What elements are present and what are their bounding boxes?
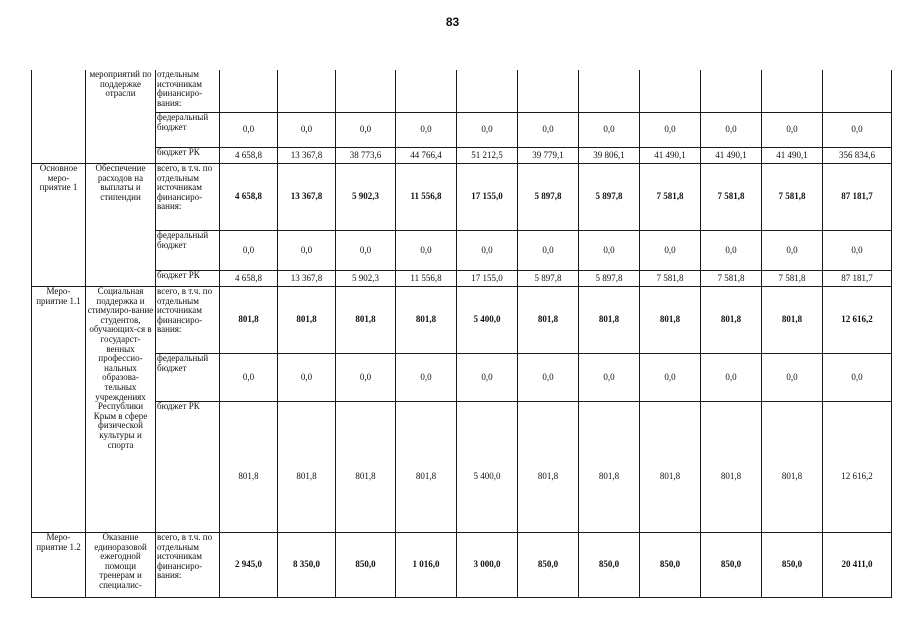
amount-cell: 801,8 [336,402,396,533]
amount-cell [457,70,518,113]
amount-cell: 0,0 [640,354,701,402]
measure-cell: Меро-приятие 1.2 [32,533,86,598]
amount-cell: 5 400,0 [457,287,518,354]
amount-cell: 0,0 [278,231,336,271]
amount-cell: 41 490,1 [701,148,762,164]
total-cell: 12 616,2 [823,402,892,533]
amount-cell: 11 556,8 [396,164,457,231]
amount-cell: 801,8 [579,402,640,533]
amount-cell [396,70,457,113]
funding-source-cell: федеральный бюджет [156,354,220,402]
amount-cell: 0,0 [396,231,457,271]
amount-cell: 7 581,8 [762,164,823,231]
amount-cell: 801,8 [762,287,823,354]
amount-cell: 5 902,3 [336,271,396,287]
funding-source-cell: федеральный бюджет [156,231,220,271]
measure-name-cell: мероприятий по поддержке отрасли [86,70,156,164]
amount-cell: 13 367,8 [278,164,336,231]
amount-cell: 0,0 [457,113,518,148]
amount-cell: 0,0 [518,113,579,148]
measure-cell: Меро-приятие 1.1 [32,287,86,533]
amount-cell: 0,0 [762,231,823,271]
amount-cell: 0,0 [701,231,762,271]
total-cell [823,70,892,113]
amount-cell: 7 581,8 [701,164,762,231]
amount-cell: 0,0 [220,113,278,148]
amount-cell: 5 897,8 [518,271,579,287]
amount-cell: 5 897,8 [579,164,640,231]
amount-cell: 5 902,3 [336,164,396,231]
amount-cell: 4 658,8 [220,148,278,164]
amount-cell: 1 016,0 [396,533,457,598]
amount-cell: 8 350,0 [278,533,336,598]
amount-cell: 801,8 [701,402,762,533]
amount-cell: 850,0 [336,533,396,598]
total-cell: 0,0 [823,113,892,148]
amount-cell [762,70,823,113]
amount-cell [336,70,396,113]
amount-cell: 801,8 [220,402,278,533]
budget-table [31,70,892,598]
amount-cell: 38 773,6 [336,148,396,164]
amount-cell: 0,0 [579,231,640,271]
amount-cell: 0,0 [278,113,336,148]
total-cell: 356 834,6 [823,148,892,164]
amount-cell: 801,8 [640,402,701,533]
amount-cell: 41 490,1 [640,148,701,164]
amount-cell: 7 581,8 [640,164,701,231]
total-cell: 12 616,2 [823,287,892,354]
amount-cell: 0,0 [640,113,701,148]
table-row [32,354,892,402]
amount-cell: 0,0 [457,354,518,402]
table-row [32,402,892,533]
amount-cell: 7 581,8 [762,271,823,287]
amount-cell: 801,8 [762,402,823,533]
table-row [32,70,892,113]
amount-cell: 0,0 [220,354,278,402]
table-row [32,533,892,598]
amount-cell: 41 490,1 [762,148,823,164]
amount-cell [278,70,336,113]
amount-cell [579,70,640,113]
table-row [32,148,892,164]
amount-cell: 39 779,1 [518,148,579,164]
amount-cell: 5 897,8 [518,164,579,231]
amount-cell: 0,0 [518,354,579,402]
amount-cell: 0,0 [579,354,640,402]
amount-cell: 850,0 [701,533,762,598]
amount-cell: 850,0 [762,533,823,598]
funding-source-cell: бюджет РК [156,271,220,287]
amount-cell: 801,8 [278,287,336,354]
amount-cell: 0,0 [396,113,457,148]
amount-cell: 4 658,8 [220,271,278,287]
amount-cell: 7 581,8 [701,271,762,287]
amount-cell: 850,0 [518,533,579,598]
funding-source-cell: отдельным источникам финансиро-вания: [156,70,220,113]
amount-cell: 17 155,0 [457,164,518,231]
funding-source-cell: бюджет РК [156,148,220,164]
amount-cell: 801,8 [579,287,640,354]
amount-cell: 801,8 [518,287,579,354]
amount-cell: 0,0 [701,113,762,148]
amount-cell: 7 581,8 [640,271,701,287]
measure-name-cell: Оказание единоразовой ежегодной помощи тренерам и специалис- [86,533,156,598]
total-cell: 0,0 [823,354,892,402]
funding-source-cell: всего, в т.ч. по отдельным источникам финансиро-вания: [156,533,220,598]
measure-name-cell: Социальная поддержка и стимулиро-вание студентов, обучающих-ся в государст-венных профессио-нальных образова-тельных учреждениях Республики Крым в сфере физической культуры и спорта [86,287,156,533]
measure-name-cell: Обеспечение расходов на выплаты и стипендии [86,164,156,287]
amount-cell: 51 212,5 [457,148,518,164]
table-row [32,287,892,354]
amount-cell: 3 000,0 [457,533,518,598]
amount-cell: 2 945,0 [220,533,278,598]
amount-cell: 801,8 [278,402,336,533]
measure-cell [32,70,86,164]
amount-cell: 0,0 [336,231,396,271]
amount-cell: 0,0 [701,354,762,402]
amount-cell: 0,0 [457,231,518,271]
amount-cell: 801,8 [220,287,278,354]
total-cell: 87 181,7 [823,271,892,287]
amount-cell: 0,0 [396,354,457,402]
amount-cell: 0,0 [762,354,823,402]
amount-cell: 0,0 [640,231,701,271]
funding-source-cell: всего, в т.ч. по отдельным источникам финансиро-вания: [156,287,220,354]
amount-cell: 850,0 [579,533,640,598]
amount-cell: 13 367,8 [278,148,336,164]
amount-cell [640,70,701,113]
funding-source-cell: федеральный бюджет [156,113,220,148]
table-row [32,113,892,148]
amount-cell [518,70,579,113]
amount-cell: 0,0 [518,231,579,271]
amount-cell: 44 766,4 [396,148,457,164]
amount-cell: 13 367,8 [278,271,336,287]
amount-cell: 801,8 [701,287,762,354]
amount-cell: 4 658,8 [220,164,278,231]
amount-cell: 0,0 [579,113,640,148]
amount-cell: 0,0 [220,231,278,271]
amount-cell [701,70,762,113]
amount-cell: 801,8 [518,402,579,533]
amount-cell: 5 400,0 [457,402,518,533]
measure-cell: Основное меро-приятие 1 [32,164,86,287]
amount-cell: 801,8 [396,287,457,354]
amount-cell: 801,8 [640,287,701,354]
amount-cell: 39 806,1 [579,148,640,164]
total-cell: 0,0 [823,231,892,271]
page-number: 83 [445,15,460,29]
funding-source-cell: всего, в т.ч. по отдельным источникам финансиро-вания: [156,164,220,231]
table-row [32,231,892,271]
amount-cell: 801,8 [396,402,457,533]
amount-cell: 850,0 [640,533,701,598]
total-cell: 87 181,7 [823,164,892,231]
amount-cell: 5 897,8 [579,271,640,287]
amount-cell: 0,0 [762,113,823,148]
table-row [32,271,892,287]
amount-cell: 11 556,8 [396,271,457,287]
table-row [32,164,892,231]
amount-cell: 17 155,0 [457,271,518,287]
amount-cell [220,70,278,113]
amount-cell: 0,0 [278,354,336,402]
total-cell: 20 411,0 [823,533,892,598]
amount-cell: 801,8 [336,287,396,354]
funding-source-cell: бюджет РК [156,402,220,533]
amount-cell: 0,0 [336,354,396,402]
amount-cell: 0,0 [336,113,396,148]
